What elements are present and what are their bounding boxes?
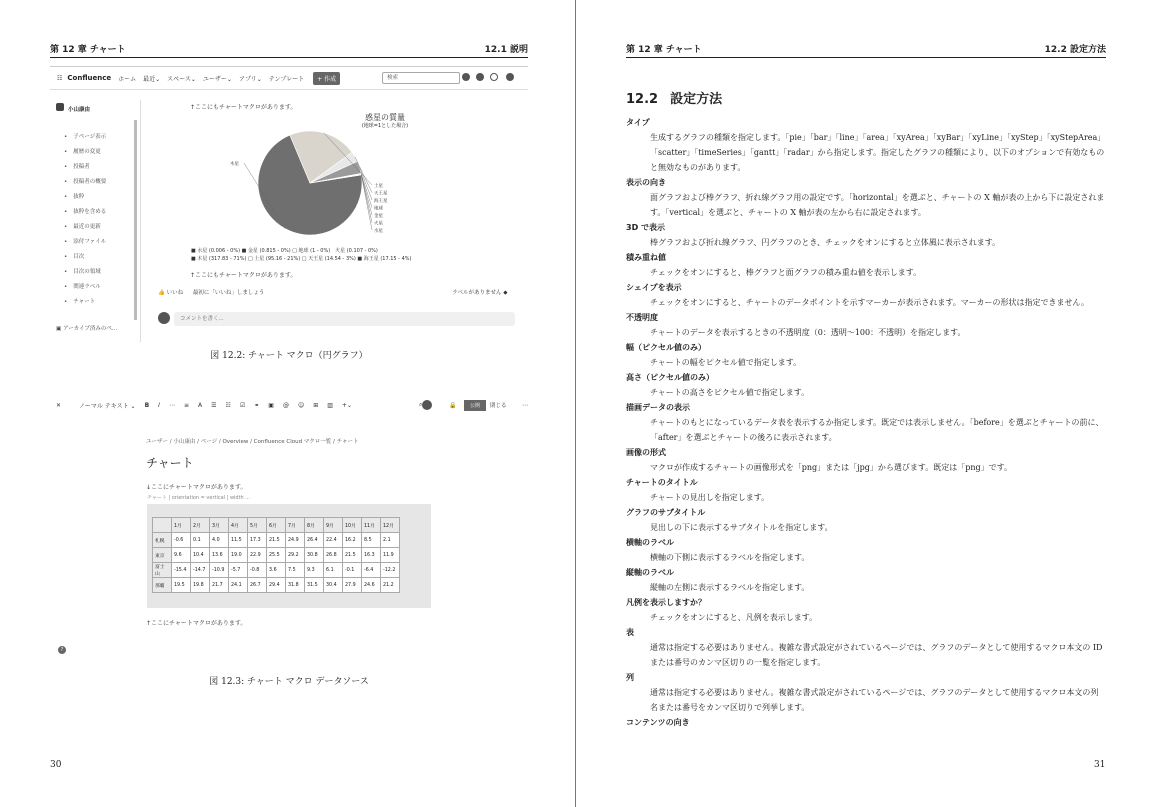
setting-description: チェックをオンにすると、チャートのデータポイントを示すマーカーが表示されます。マーカーの形状は指定できません。: [650, 298, 1090, 307]
sidebar-item[interactable]: • 目次: [64, 250, 106, 265]
table-cell[interactable]: 24.6: [362, 578, 381, 593]
find-icon[interactable]: ⌕: [419, 401, 423, 408]
setting-term: 凡例を表示しますか？: [626, 598, 706, 607]
table-row-label[interactable]: 東京: [153, 548, 172, 563]
align-icon[interactable]: ≡: [183, 401, 189, 409]
space-icon: [56, 103, 64, 111]
settings-list: [626, 115, 1106, 730]
setting-term: 横軸のラベル: [626, 538, 674, 547]
table-header-cell[interactable]: 3月: [210, 518, 229, 533]
table-cell[interactable]: -6.4: [362, 563, 381, 578]
table-cell[interactable]: 19.8: [191, 578, 210, 593]
sidebar-item[interactable]: • 最近の更新: [64, 220, 106, 235]
table-cell[interactable]: 27.9: [343, 578, 362, 593]
pie-leader-line: [361, 174, 372, 215]
table-header-cell[interactable]: [153, 518, 172, 533]
pie-slice-label: 火星: [374, 221, 383, 227]
table-cell[interactable]: -0.8: [248, 563, 267, 578]
setting-term: 画像の形式: [626, 448, 666, 457]
table-cell[interactable]: -0.6: [172, 533, 191, 548]
table-cell[interactable]: 6.1: [324, 563, 343, 578]
table-row: [153, 548, 400, 563]
page-number: 31: [1094, 760, 1106, 770]
table-header-cell[interactable]: 2月: [191, 518, 210, 533]
numbered-list-icon[interactable]: ☷: [225, 401, 231, 409]
table-cell[interactable]: 29.4: [267, 578, 286, 593]
labels-area: [452, 288, 508, 296]
chart-legend-line-2: ■ 木星 (317.83 - 71%) □ 土星 (95.16 - 21%) □ 天王星 (14.54 - 3%) ■ 海王星 (17.15 - 4%): [191, 256, 412, 262]
page-number: 30: [50, 760, 62, 770]
table-header-row: [153, 518, 400, 533]
sidebar-scrollbar[interactable]: [134, 120, 137, 320]
comment-avatar: [158, 312, 170, 324]
chart-macro-header[interactable]: チャート | orientation = vertical | width ...: [147, 495, 251, 501]
setting-term: コンテンツの向き: [626, 718, 690, 727]
help-icon[interactable]: ?: [58, 646, 66, 654]
table-cell[interactable]: 19.0: [229, 548, 248, 563]
table-header-cell[interactable]: 8月: [305, 518, 324, 533]
table-header-cell[interactable]: 9月: [324, 518, 343, 533]
archived-pages-link[interactable]: [56, 324, 117, 332]
setting-term: 高さ（ピクセル値のみ）: [626, 373, 714, 382]
table-row-label[interactable]: 那覇: [153, 578, 172, 593]
table-row: [153, 578, 400, 593]
archive-icon: ▣: [56, 326, 63, 332]
table-header-cell[interactable]: 11月: [362, 518, 381, 533]
setting-description: 通常は指定する必要はありません。複雑な書式設定がされているページでは、グラフのデータとして使用するマクロ本文の ID または番号のカンマ区切りの一覧を指定します。: [650, 643, 1103, 667]
confluence-logo[interactable]: Confluence: [67, 74, 112, 82]
nav-apps[interactable]: アプリ⌄: [238, 75, 262, 83]
pie-slice-label: 木星: [230, 162, 239, 167]
table-cell[interactable]: 3.6: [267, 563, 286, 578]
running-header-chapter: 第 12 章 チャート: [626, 45, 702, 55]
header-rule: [50, 57, 528, 58]
help-icon[interactable]: [476, 73, 484, 81]
table-header-cell[interactable]: 5月: [248, 518, 267, 533]
pie-slice-label: 地球: [374, 206, 383, 212]
setting-term: 表示の向き: [626, 178, 666, 187]
sidebar-item[interactable]: • チャート: [64, 295, 106, 310]
breadcrumb[interactable]: ユーザー / 小山康由 / ページ / Overview / Confluence Cloud マクロ一覧 / チャート: [146, 439, 359, 445]
table-cell[interactable]: 22.4: [324, 533, 343, 548]
sidebar-item[interactable]: • 関連ラベル: [64, 280, 106, 295]
notification-icon[interactable]: [462, 73, 470, 81]
nav-templates[interactable]: テンプレート: [268, 75, 305, 83]
macro-note-bottom: ↑ここにチャートマクロがあります。: [146, 620, 247, 627]
figure-caption: 図 12.2: チャート マクロ（円グラフ）: [210, 351, 368, 361]
table-cell[interactable]: 8.5: [362, 533, 381, 548]
setting-description: 棒グラフおよび折れ線グラフ、円グラフのとき、チェックをオンにすると立体風に表示されます。: [650, 238, 1001, 247]
running-header-section: 12.2 設定方法: [1044, 45, 1106, 55]
table-cell[interactable]: 31.5: [305, 578, 324, 593]
table-cell[interactable]: 7.5: [286, 563, 305, 578]
setting-term: 縦軸のラベル: [626, 568, 674, 577]
setting-term: 描画データの表示: [626, 403, 690, 412]
setting-description: チェックをオンにすると、棒グラフと面グラフの積み重ね値を表示します。: [650, 268, 922, 277]
section-title: 設定方法: [670, 92, 723, 107]
table-cell[interactable]: 16.2: [343, 533, 362, 548]
table-cell[interactable]: 21.7: [210, 578, 229, 593]
nav-home[interactable]: ホーム: [118, 75, 137, 83]
table-cell[interactable]: 30.4: [324, 578, 343, 593]
mention-icon[interactable]: @: [282, 401, 289, 409]
search-input[interactable]: 検索: [382, 72, 460, 84]
table-row: [153, 533, 400, 548]
sidebar-item[interactable]: • 子ページ表示: [64, 130, 106, 145]
table-header-cell[interactable]: 7月: [286, 518, 305, 533]
macro-note-bottom: ↑ここにもチャートマクロがあります。: [190, 272, 297, 279]
table-row-label[interactable]: 札幌: [153, 533, 172, 548]
setting-description: マクロが作成するチャートの画像形式を「png」または「jpg」から選びます。既定は「png」です。: [650, 463, 1012, 472]
sidebar-item[interactable]: • 目次の領域: [64, 265, 106, 280]
text-style-dropdown[interactable]: ノーマル テキスト ⌄: [79, 402, 136, 410]
table-cell[interactable]: 10.4: [191, 548, 210, 563]
table-cell[interactable]: 21.5: [343, 548, 362, 563]
app-grid-icon[interactable]: ☷: [57, 74, 63, 82]
table-cell[interactable]: -14.7: [191, 563, 210, 578]
pie-slice-label: 土星: [374, 184, 383, 189]
label-icon[interactable]: ◆: [503, 290, 508, 296]
confluence-screenshot: [50, 66, 528, 342]
sidebar-item[interactable]: • 投稿者: [64, 160, 106, 175]
table-cell[interactable]: 16.3: [362, 548, 381, 563]
setting-term: チャートのタイトル: [626, 478, 698, 487]
bold-button[interactable]: B: [144, 401, 150, 409]
editor-toolbar: [50, 394, 528, 416]
table-cell[interactable]: 21.5: [267, 533, 286, 548]
setting-term: タイプ: [626, 118, 650, 127]
setting-term: 積み重ね値: [626, 253, 666, 262]
space-name[interactable]: 小山康由: [68, 107, 91, 113]
table-row: [153, 563, 400, 578]
table-cell[interactable]: 22.9: [248, 548, 267, 563]
avatar[interactable]: [506, 73, 514, 81]
table-cell[interactable]: 4.0: [210, 533, 229, 548]
table-cell[interactable]: 31.8: [286, 578, 305, 593]
chart-title: 惑星の質量: [365, 113, 405, 122]
macro-note-top: ↑ここにもチャートマクロがあります。: [190, 104, 297, 111]
table-cell[interactable]: -5.7: [229, 563, 248, 578]
table-cell[interactable]: 0.1: [191, 533, 210, 548]
table-header-cell[interactable]: 4月: [229, 518, 248, 533]
close-button[interactable]: 閉じる: [490, 403, 507, 409]
labels-text: ラベルがありません: [452, 290, 502, 296]
table-cell[interactable]: 25.5: [267, 548, 286, 563]
table-cell[interactable]: 29.2: [286, 548, 305, 563]
editor-screenshot: [50, 394, 528, 662]
setting-term: 列: [626, 673, 634, 682]
data-table: [152, 517, 400, 593]
table-header-cell[interactable]: 10月: [343, 518, 362, 533]
table-row-label[interactable]: 富士山: [153, 563, 172, 578]
create-button[interactable]: + 作成: [313, 72, 340, 85]
table-cell[interactable]: -10.9: [210, 563, 229, 578]
table-cell[interactable]: 11.9: [381, 548, 400, 563]
macro-note-top: ↓ここにチャートマクロがあります。: [146, 484, 247, 491]
more-format-icon[interactable]: ⋯: [168, 401, 175, 409]
settings-gear-icon[interactable]: [490, 73, 498, 81]
nav-spaces[interactable]: スペース⌄: [167, 75, 196, 83]
table-cell[interactable]: -12.2: [381, 563, 400, 578]
setting-description: チャートの幅をピクセル値で指定します。: [650, 358, 802, 367]
page-content: [150, 100, 520, 340]
link-icon[interactable]: ⚭: [254, 401, 260, 409]
setting-description: 横軸の下側に表示するラベルを指定します。: [650, 553, 810, 562]
setting-description: チェックをオンにすると、凡例を表示します。: [650, 613, 818, 622]
confluence-mark-icon[interactable]: ✕: [56, 401, 62, 409]
insert-icon[interactable]: +⌄: [341, 401, 352, 409]
chart-macro-body[interactable]: [147, 504, 431, 608]
sidebar-item[interactable]: • 履歴の変更: [64, 145, 106, 160]
table-cell[interactable]: 26.7: [248, 578, 267, 593]
image-icon[interactable]: ▣: [268, 401, 274, 409]
settings-section: [626, 85, 1106, 730]
table-cell[interactable]: 9.3: [305, 563, 324, 578]
table-header-cell[interactable]: 12月: [381, 518, 400, 533]
layout-icon[interactable]: ▥: [327, 401, 333, 409]
setting-term: 幅（ピクセル値のみ）: [626, 343, 706, 352]
setting-description: チャートの見出しを指定します。: [650, 493, 770, 502]
chart-subtitle: (地球=1とした場合): [361, 123, 409, 129]
archive-label: アーカイブ済みのペ...: [62, 326, 118, 332]
collaborator-avatar: [422, 400, 432, 410]
space-sidebar: [50, 100, 141, 342]
task-icon[interactable]: ☑: [239, 401, 246, 409]
sidebar-item[interactable]: • 抜粋を含める: [64, 205, 106, 220]
setting-term: シェイプを表示: [626, 283, 682, 292]
setting-term: 表: [626, 628, 634, 637]
top-navigation: [50, 67, 528, 90]
table-cell[interactable]: -0.1: [343, 563, 362, 578]
sidebar-item[interactable]: • 添付ファイル: [64, 235, 106, 250]
publish-button[interactable]: 公開: [464, 400, 486, 411]
section-number: 12.2: [626, 92, 659, 107]
table-cell[interactable]: 26.4: [305, 533, 324, 548]
table-cell[interactable]: 30.8: [305, 548, 324, 563]
like-button[interactable]: いいね: [166, 290, 184, 296]
table-cell[interactable]: -15.4: [172, 563, 191, 578]
header-rule: [626, 57, 1106, 58]
setting-description: 生成するグラフの種類を指定します。「pie」「bar」「line」「area」「xyArea」「xyBar」「xyLine」「xyStep」「xyStepArea」「scatter」「timeSeries」「gantt」「radar」から指定します。指定したグラフの種類により、以下のオプションで有効なものと無効なものがあります。: [650, 133, 1106, 172]
table-cell[interactable]: 21.2: [381, 578, 400, 593]
setting-term: グラフのサブタイトル: [626, 508, 706, 517]
sidebar-item[interactable]: • 投稿者の概要: [64, 175, 106, 190]
table-cell[interactable]: 11.5: [229, 533, 248, 548]
like-prompt: 最初に「いいね」しましょう: [192, 290, 265, 296]
sidebar-item[interactable]: • 抜粋: [64, 190, 106, 205]
bullet-list-icon[interactable]: ☰: [211, 401, 217, 409]
like-icon[interactable]: 👍: [158, 290, 165, 296]
section-heading: [626, 88, 1106, 107]
sidebar-page-tree: [64, 130, 106, 310]
setting-term: 3D で表示: [626, 223, 665, 232]
table-cell[interactable]: 19.5: [172, 578, 191, 593]
table-icon[interactable]: ⊞: [313, 401, 319, 409]
more-options-icon[interactable]: ⋯: [522, 401, 528, 409]
table-header-cell[interactable]: 1月: [172, 518, 191, 533]
pie-chart: [190, 128, 490, 238]
right-page: [576, 0, 1150, 807]
comment-input[interactable]: コメントを書く...: [174, 312, 515, 326]
nav-recent[interactable]: 最近⌄: [143, 75, 161, 83]
table-header-cell[interactable]: 6月: [267, 518, 286, 533]
setting-description: チャートのデータを表示するときの不透明度（0：透明〜100：不透明）を指定します。: [650, 328, 966, 337]
setting-description: チャートの高さをピクセル値で指定します。: [650, 388, 810, 397]
table-cell[interactable]: 24.9: [286, 533, 305, 548]
italic-button[interactable]: I: [158, 401, 160, 409]
table-cell[interactable]: 2.1: [381, 533, 400, 548]
setting-term: 不透明度: [626, 313, 658, 322]
pie-leader-line: [361, 175, 372, 223]
setting-description: 通常は指定する必要はありません。複雑な書式設定がされているページでは、グラフのデータとして使用するマクロ本文の列名または番号をカンマ区切りで列挙します。: [650, 688, 1099, 712]
table-body: [153, 533, 400, 593]
chart-legend-line-1: ■ 水星 (0.006 - 0%) ■ 金星 (0.815 - 0%) □ 地球 (1 - 0%) 火星 (0.107 - 0%): [191, 248, 378, 254]
pie-slice-label: 天王星: [374, 191, 388, 197]
running-header-chapter: 第 12 章 チャート: [50, 45, 126, 55]
setting-description: チャートのもとになっているデータ表を表示するか指定します。既定では表示しません。「before」を選ぶとチャートの前に、「after」を選ぶとチャートの後ろに表示されます。: [650, 418, 1104, 442]
restrictions-icon[interactable]: 🔒: [449, 401, 457, 409]
nav-people[interactable]: ユーザー⌄: [202, 75, 232, 83]
text-color-icon[interactable]: A: [197, 401, 203, 409]
table-cell[interactable]: 9.6: [172, 548, 191, 563]
running-header-section: 12.1 説明: [484, 45, 528, 55]
setting-description: 縦軸の左側に表示するラベルを指定します。: [650, 583, 810, 592]
page-title[interactable]: チャート: [146, 456, 194, 470]
table-cell[interactable]: 26.8: [324, 548, 343, 563]
table-cell[interactable]: 24.1: [229, 578, 248, 593]
pie-slice-label: 水星: [374, 229, 383, 234]
emoji-icon[interactable]: ☺: [297, 401, 305, 409]
like-bar: [158, 288, 264, 296]
pie-slice-label: 金星: [374, 214, 383, 219]
setting-description: 見出しの下に表示するサブタイトルを指定します。: [650, 523, 833, 532]
pie-slice-label: 海王星: [374, 199, 388, 204]
setting-description: 面グラフおよび棒グラフ、折れ線グラフ用の設定です。「horizontal」を選ぶと、チャートの X 軸が表の上から下に設定されます。「vertical」を選ぶと、チャートの X 軸が表の左から右に設定されます。: [650, 193, 1105, 217]
table-cell[interactable]: 17.3: [248, 533, 267, 548]
table-cell[interactable]: 13.6: [210, 548, 229, 563]
figure-caption: 図 12.3: チャート マクロ データソース: [209, 677, 369, 687]
